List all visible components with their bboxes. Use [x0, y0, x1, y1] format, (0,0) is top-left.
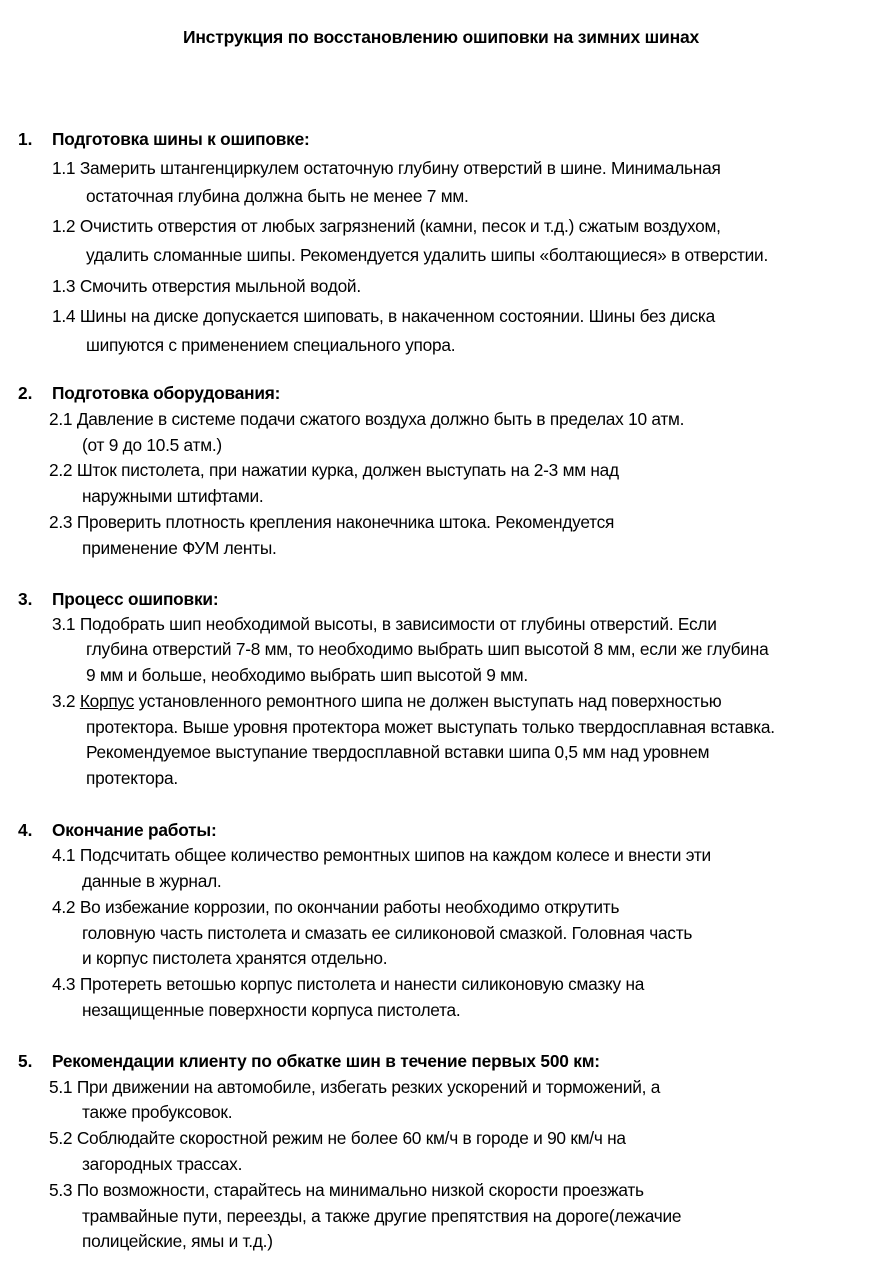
- item-2-2-line-1: 2.2 Шток пистолета, при нажатии курка, должен выступать на 2-3 мм над: [49, 460, 619, 480]
- section-5-title: Рекомендации клиенту по обкатке шин в течение первых 500 км:: [52, 1051, 600, 1071]
- item-3-2-rest: установленного ремонтного шипа не должен выступать над поверхностью: [134, 691, 722, 711]
- item-3-1-line-3: 9 мм и больше, необходимо выбрать шип высотой 9 мм.: [86, 665, 528, 685]
- item-3-2-prefix: 3.2: [52, 691, 80, 711]
- item-5-2-line-2: загородных трассах.: [82, 1154, 243, 1174]
- section-2-title: Подготовка оборудования:: [52, 383, 281, 403]
- item-2-2-line-2: наружными штифтами.: [82, 486, 264, 506]
- section-1-title: Подготовка шины к ошиповке:: [52, 129, 310, 149]
- item-2-3-line-2: применение ФУМ ленты.: [82, 538, 277, 558]
- section-3-number: 3.: [18, 589, 33, 609]
- item-3-1-line-2: глубина отверстий 7-8 мм, то необходимо выбрать шип высотой 8 мм, если же глубина: [86, 639, 769, 659]
- item-1-2-line-2: удалить сломанные шипы. Рекомендуется удалить шипы «болтающиеся» в отверстии.: [86, 245, 768, 265]
- item-4-3-line-1: 4.3 Протереть ветошью корпус пистолета и нанести силиконовую смазку на: [52, 974, 645, 994]
- item-5-3-line-1: 5.3 По возможности, старайтесь на минимально низкой скорости проезжать: [49, 1180, 644, 1200]
- section-3-title: Процесс ошиповки:: [52, 589, 219, 609]
- item-2-1-line-1: 2.1 Давление в системе подачи сжатого воздуха должно быть в пределах 10 атм.: [49, 409, 685, 429]
- section-1-number: 1.: [18, 129, 33, 149]
- item-1-1-line-1: 1.1 Замерить штангенциркулем остаточную глубину отверстий в шине. Минимальная: [52, 158, 721, 178]
- item-4-2-line-1: 4.2 Во избежание коррозии, по окончании работы необходимо открутить: [52, 897, 620, 917]
- item-4-2-line-2: головную часть пистолета и смазать ее силиконовой смазкой. Головная часть: [82, 923, 693, 943]
- item-1-3-line-1: 1.3 Смочить отверстия мыльной водой.: [52, 276, 361, 296]
- item-1-1-line-2: остаточная глубина должна быть не менее 7 мм.: [86, 186, 469, 206]
- item-3-2-line-2: протектора. Выше уровня протектора может выступать только твердосплавная вставка.: [86, 717, 775, 737]
- section-2-number: 2.: [18, 383, 33, 403]
- item-5-3-line-3: полицейские, ямы и т.д.): [82, 1231, 273, 1251]
- item-3-2-line-4: протектора.: [86, 768, 178, 788]
- item-4-3-line-2: незащищенные поверхности корпуса пистолета.: [82, 1000, 461, 1020]
- item-4-1-line-2: данные в журнал.: [82, 871, 222, 891]
- item-5-1-line-2: также пробуксовок.: [82, 1102, 233, 1122]
- section-4-number: 4.: [18, 820, 33, 840]
- item-5-1-line-1: 5.1 При движении на автомобиле, избегать резких ускорений и торможений, а: [49, 1077, 661, 1097]
- item-5-2-line-1: 5.2 Соблюдайте скоростной режим не более 60 км/ч в городе и 90 км/ч на: [49, 1128, 626, 1148]
- item-3-2-line-1: [52, 689, 721, 713]
- document-title: Инструкция по восстановлению ошиповки на зимних шинах: [182, 27, 700, 47]
- item-3-1-line-1: 3.1 Подобрать шип необходимой высоты, в зависимости от глубины отверстий. Если: [52, 614, 717, 634]
- item-1-4-line-2: шипуются с применением специального упора.: [86, 335, 456, 355]
- item-1-4-line-1: 1.4 Шины на диске допускается шиповать, в накаченном состоянии. Шины без диска: [52, 306, 715, 326]
- item-4-2-line-3: и корпус пистолета хранятся отдельно.: [82, 948, 388, 968]
- item-3-2-line-3: Рекомендуемое выступание твердосплавной вставки шипа 0,5 мм над уровнем: [86, 742, 710, 762]
- section-4-title: Окончание работы:: [52, 820, 217, 840]
- item-1-2-line-1: 1.2 Очистить отверстия от любых загрязнений (камни, песок и т.д.) сжатым воздухом,: [52, 216, 721, 236]
- item-2-3-line-1: 2.3 Проверить плотность крепления наконечника штока. Рекомендуется: [49, 512, 615, 532]
- section-5-number: 5.: [18, 1051, 33, 1071]
- item-5-3-line-2: трамвайные пути, переезды, а также другие препятствия на дороге(лежачие: [82, 1206, 682, 1226]
- item-2-1-line-2: (от 9 до 10.5 атм.): [82, 435, 222, 455]
- item-4-1-line-1: 4.1 Подсчитать общее количество ремонтных шипов на каждом колесе и внести эти: [52, 845, 711, 865]
- item-3-2-underlined-word: Корпус: [79, 691, 135, 711]
